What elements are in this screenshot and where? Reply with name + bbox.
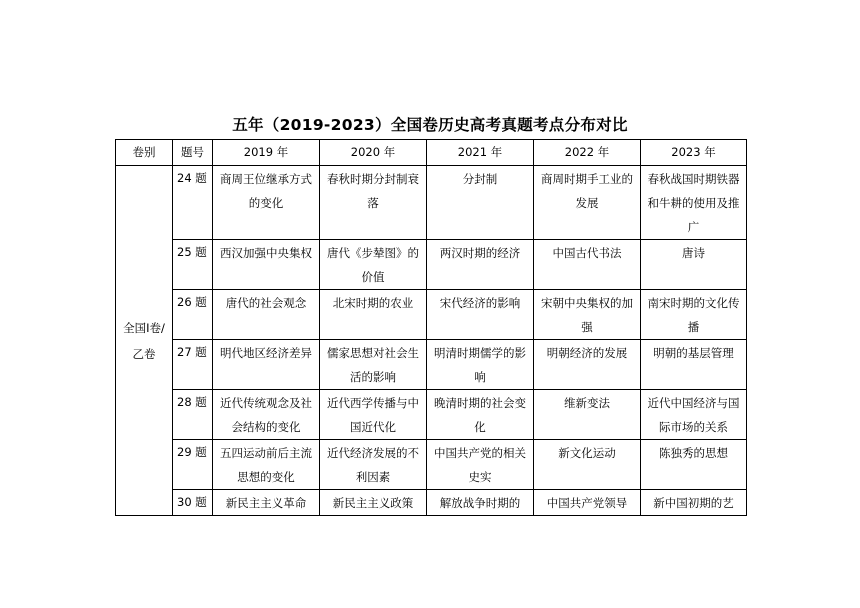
topic-text: 陈独秀的思想	[659, 446, 728, 460]
question-number-cell: 30 题	[173, 490, 213, 516]
topic-text: 晚清时期的社会变化	[434, 396, 526, 434]
topic-text: 五四运动前后主流思想的变化	[220, 446, 312, 484]
topic-text: 近代经济发展的不利因素	[327, 446, 419, 484]
topic-cell	[320, 490, 427, 516]
topic-cell	[427, 240, 534, 290]
topic-text: 春秋战国时期铁器和牛耕的使用及推广	[647, 172, 740, 234]
topic-cell	[427, 390, 534, 440]
topic-cell	[320, 240, 427, 290]
topic-cell	[427, 340, 534, 390]
topic-text: 新中国初期的艺	[653, 496, 734, 510]
topic-text: 明朝经济的发展	[546, 346, 628, 360]
exam-topics-table	[115, 139, 747, 516]
topic-text: 明朝的基层管理	[653, 346, 734, 360]
table-row	[116, 290, 747, 340]
topic-text: 中国共产党领导	[546, 496, 628, 510]
topic-cell	[320, 440, 427, 490]
topic-cell	[534, 340, 641, 390]
topic-cell	[641, 490, 747, 516]
table-row	[116, 390, 747, 440]
topic-text: 唐代《步辇图》的价值	[327, 246, 419, 284]
header-2019: 2019 年	[213, 140, 320, 166]
table-row	[116, 440, 747, 490]
topic-cell	[320, 166, 427, 240]
topic-text: 两汉时期的经济	[439, 246, 521, 260]
header-2021: 2021 年	[427, 140, 534, 166]
question-number-cell: 27 题	[173, 340, 213, 390]
topic-text: 春秋时期分封制衰落	[327, 172, 419, 210]
question-number-cell: 26 题	[173, 290, 213, 340]
topic-text: 北宋时期的农业	[332, 296, 414, 310]
topic-cell	[427, 490, 534, 516]
topic-cell	[641, 166, 747, 240]
topic-cell	[213, 390, 320, 440]
topic-text: 明清时期儒学的影响	[434, 346, 526, 384]
topic-text: 儒家思想对社会生活的影响	[327, 346, 419, 384]
question-number-cell: 24 题	[173, 166, 213, 240]
topic-cell	[320, 340, 427, 390]
header-2020: 2020 年	[320, 140, 427, 166]
topic-text: 维新变法	[564, 396, 610, 410]
topic-cell	[641, 390, 747, 440]
header-volume: 卷别	[116, 140, 173, 166]
topic-text: 唐代的社会观念	[225, 296, 307, 310]
table-row	[116, 340, 747, 390]
page-title: 五年（2019-2023）全国卷历史高考真题考点分布对比	[232, 116, 628, 134]
topic-cell	[534, 290, 641, 340]
topic-cell	[427, 440, 534, 490]
topic-text: 新民主主义政策	[332, 496, 414, 510]
table-row	[116, 166, 747, 240]
topic-text: 南宋时期的文化传播	[647, 296, 740, 334]
header-question-number: 题号	[173, 140, 213, 166]
topic-cell	[213, 490, 320, 516]
topic-text: 唐诗	[682, 246, 705, 260]
topic-cell	[427, 290, 534, 340]
topic-cell	[641, 240, 747, 290]
topic-cell	[641, 340, 747, 390]
topic-cell	[213, 440, 320, 490]
topic-cell	[641, 440, 747, 490]
question-number-cell: 28 题	[173, 390, 213, 440]
topic-text: 商周时期手工业的发展	[541, 172, 633, 210]
topic-cell	[320, 290, 427, 340]
topic-text: 明代地区经济差异	[220, 346, 312, 360]
topic-cell	[641, 290, 747, 340]
topic-text: 新文化运动	[558, 446, 616, 460]
volume-cell: 全国Ⅰ卷/乙卷	[116, 166, 173, 516]
topic-text: 商周王位继承方式的变化	[220, 172, 312, 210]
topic-text: 西汉加强中央集权	[220, 246, 312, 260]
topic-text: 解放战争时期的	[439, 496, 521, 510]
topic-cell	[213, 340, 320, 390]
topic-cell	[534, 166, 641, 240]
question-number-cell: 29 题	[173, 440, 213, 490]
topic-cell	[534, 440, 641, 490]
topic-cell	[213, 166, 320, 240]
topic-cell	[320, 390, 427, 440]
topic-text: 分封制	[462, 172, 498, 186]
topic-text: 中国共产党的相关史实	[434, 446, 526, 484]
topic-text: 近代传统观念及社会结构的变化	[220, 396, 312, 434]
topic-text: 宋朝中央集权的加强	[541, 296, 633, 334]
topic-cell	[213, 290, 320, 340]
topic-text: 宋代经济的影响	[439, 296, 521, 310]
topic-cell	[427, 166, 534, 240]
topic-text: 近代西学传播与中国近代化	[327, 396, 419, 434]
topic-cell	[534, 490, 641, 516]
header-2023: 2023 年	[641, 140, 747, 166]
topic-text: 中国古代书法	[552, 246, 622, 260]
topic-text: 近代中国经济与国际市场的关系	[647, 396, 740, 434]
table-row	[116, 490, 747, 516]
topic-text: 新民主主义革命	[225, 496, 307, 510]
header-2022: 2022 年	[534, 140, 641, 166]
topic-cell	[534, 240, 641, 290]
question-number-cell: 25 题	[173, 240, 213, 290]
table-row	[116, 240, 747, 290]
topic-cell	[213, 240, 320, 290]
topic-cell	[534, 390, 641, 440]
header-row	[116, 140, 747, 166]
